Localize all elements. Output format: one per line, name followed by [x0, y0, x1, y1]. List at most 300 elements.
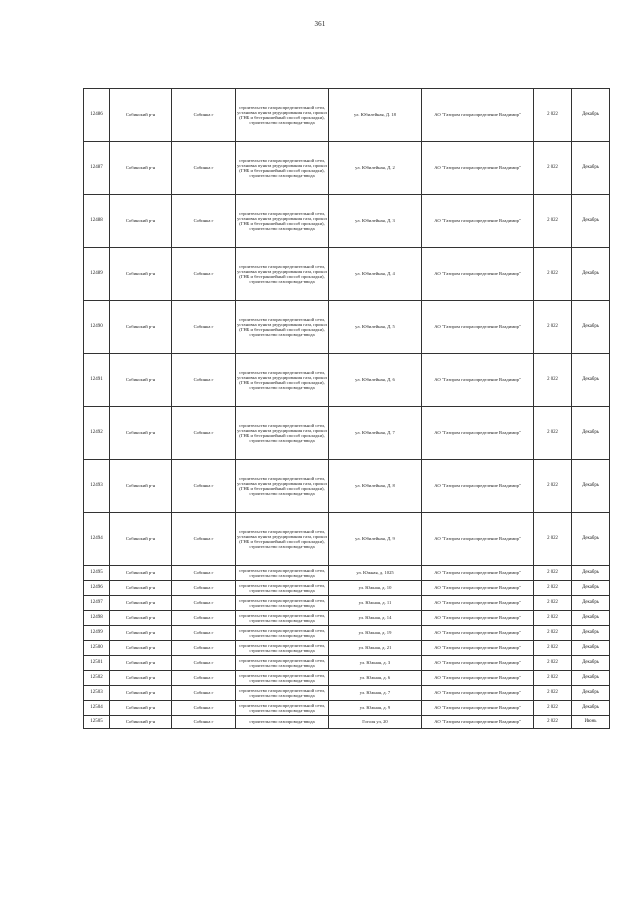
organization-cell [422, 142, 534, 195]
city-cell-text: Собинка г [193, 324, 214, 330]
year-cell-text: 2 022 [547, 430, 558, 436]
city-cell-text: Собинка г [193, 615, 214, 621]
work-description-cell [236, 716, 329, 729]
row-number-cell [84, 596, 110, 611]
row-number-cell [84, 716, 110, 729]
work-description-cell [236, 686, 329, 701]
work-description-cell-text: строительство газораспределительной сети, строительство газопровода-ввода [238, 582, 325, 593]
table-row [84, 407, 610, 460]
address-cell [329, 656, 422, 671]
work-description-cell [236, 195, 329, 248]
address-cell [329, 513, 422, 566]
table-row [84, 671, 610, 686]
year-cell [534, 460, 572, 513]
page-number: 361 [314, 20, 326, 28]
work-description-cell [236, 581, 329, 596]
address-cell-text: ул. Южная, д. 3 [359, 660, 391, 666]
work-description-cell-text: строительство газопровода-ввода [249, 719, 315, 725]
organization-cell-text: АО "Газпром газораспределение Владимир" [434, 483, 521, 489]
city-cell-text: Собинка г [193, 690, 214, 696]
work-description-cell-text: строительство газораспределительной сети, установка пункта редуцирования газа, прокол (ГНБ и бестраншейный способ прокладки), строительство газопровода-ввода [237, 369, 327, 391]
organization-cell [422, 581, 534, 596]
month-cell-text: Июнь [584, 719, 597, 725]
city-cell-text: Собинка г [193, 585, 214, 591]
month-cell [572, 142, 610, 195]
table-row [84, 686, 610, 701]
organization-cell-text: АО "Газпром газораспределение Владимир" [434, 570, 521, 576]
city-cell-text: Собинка г [193, 630, 214, 636]
row-number-cell [84, 581, 110, 596]
address-cell-text: ул. Юбилейная, Д. 7 [355, 430, 395, 436]
year-cell-text: 2 022 [547, 536, 558, 542]
month-cell-text: Декабрь [582, 690, 599, 696]
city-cell [172, 611, 236, 626]
organization-cell-text: АО "Газпром газораспределение Владимир" [434, 615, 521, 621]
organization-cell-text: АО "Газпром газораспределение Владимир" [434, 660, 521, 666]
city-cell [172, 641, 236, 656]
row-number-cell [84, 566, 110, 581]
address-cell [329, 716, 422, 729]
month-cell [572, 671, 610, 686]
city-cell-text: Собинка г [193, 719, 214, 725]
address-cell-text: ул. Южная, д. 10 [358, 585, 392, 591]
work-description-cell [236, 89, 329, 142]
year-cell [534, 611, 572, 626]
work-description-cell [236, 656, 329, 671]
address-cell [329, 142, 422, 195]
address-cell-text: ул. Южная, д. 21 [358, 645, 392, 651]
year-cell [534, 407, 572, 460]
address-cell-text: ул. Юбилейная, Д. 4 [355, 271, 395, 277]
district-cell-text: Собинский р-н [125, 645, 156, 651]
organization-cell [422, 671, 534, 686]
row-number-cell [84, 701, 110, 716]
month-cell-text: Декабрь [582, 675, 599, 681]
table-row [84, 142, 610, 195]
district-cell-text: Собинский р-н [125, 615, 156, 621]
address-cell-text: ул. Юбилейная, Д. 2 [355, 165, 395, 171]
year-cell [534, 656, 572, 671]
organization-cell-text: АО "Газпром газораспределение Владимир" [434, 645, 521, 651]
records-table [83, 88, 610, 729]
year-cell [534, 89, 572, 142]
year-cell [534, 195, 572, 248]
organization-cell [422, 407, 534, 460]
year-cell [534, 248, 572, 301]
table-row [84, 195, 610, 248]
year-cell [534, 142, 572, 195]
city-cell [172, 301, 236, 354]
address-cell [329, 407, 422, 460]
row-number-cell-text: 12504 [90, 705, 103, 711]
year-cell-text: 2 022 [547, 705, 558, 711]
city-cell [172, 142, 236, 195]
year-cell-text: 2 022 [547, 645, 558, 651]
work-description-cell [236, 701, 329, 716]
city-cell [172, 248, 236, 301]
month-cell [572, 460, 610, 513]
year-cell-text: 2 022 [547, 600, 558, 606]
district-cell-text: Собинский р-н [125, 630, 156, 636]
district-cell-text: Собинский р-н [125, 112, 156, 118]
month-cell-text: Декабрь [582, 165, 599, 171]
organization-cell-text: АО "Газпром газораспределение Владимир" [434, 112, 521, 118]
city-cell [172, 566, 236, 581]
district-cell [110, 513, 172, 566]
city-cell [172, 407, 236, 460]
work-description-cell-text: строительство газораспределительной сети, установка пункта редуцирования газа, прокол (ГНБ и бестраншейный способ прокладки), строительство газопровода-ввода [237, 263, 327, 285]
district-cell-text: Собинский р-н [125, 675, 156, 681]
year-cell-text: 2 022 [547, 630, 558, 636]
organization-cell [422, 596, 534, 611]
table-row [84, 626, 610, 641]
row-number-cell [84, 89, 110, 142]
month-cell [572, 626, 610, 641]
month-cell-text: Декабрь [582, 271, 599, 277]
work-description-cell-text: строительство газораспределительной сети, установка пункта редуцирования газа, прокол (ГНБ и бестраншейный способ прокладки), строительство газопровода-ввода [237, 422, 327, 444]
year-cell-text: 2 022 [547, 271, 558, 277]
row-number-cell [84, 641, 110, 656]
organization-cell [422, 248, 534, 301]
row-number-cell [84, 142, 110, 195]
district-cell [110, 581, 172, 596]
table-row [84, 581, 610, 596]
city-cell-text: Собинка г [193, 570, 214, 576]
year-cell-text: 2 022 [547, 585, 558, 591]
month-cell-text: Декабрь [582, 483, 599, 489]
month-cell-text: Декабрь [582, 630, 599, 636]
month-cell [572, 656, 610, 671]
month-cell [572, 716, 610, 729]
work-description-cell [236, 513, 329, 566]
table-body [84, 89, 610, 729]
address-cell-text: ул. Южная, д. 14 [358, 615, 392, 621]
city-cell [172, 701, 236, 716]
year-cell-text: 2 022 [547, 570, 558, 576]
district-cell-text: Собинский р-н [125, 585, 156, 591]
organization-cell-text: АО "Газпром газораспределение Владимир" [434, 271, 521, 277]
table-row [84, 611, 610, 626]
address-cell [329, 611, 422, 626]
organization-cell-text: АО "Газпром газораспределение Владимир" [434, 377, 521, 383]
month-cell [572, 581, 610, 596]
city-cell [172, 354, 236, 407]
work-description-cell [236, 301, 329, 354]
district-cell [110, 248, 172, 301]
organization-cell-text: АО "Газпром газораспределение Владимир" [434, 630, 521, 636]
city-cell [172, 671, 236, 686]
month-cell [572, 686, 610, 701]
address-cell [329, 596, 422, 611]
district-cell-text: Собинский р-н [125, 430, 156, 436]
organization-cell [422, 354, 534, 407]
district-cell [110, 460, 172, 513]
organization-cell [422, 566, 534, 581]
district-cell-text: Собинский р-н [125, 660, 156, 666]
work-description-cell-text: строительство газораспределительной сети, установка пункта редуцирования газа, прокол (ГНБ и бестраншейный способ прокладки), строительство газопровода-ввода [237, 157, 327, 179]
organization-cell-text: АО "Газпром газораспределение Владимир" [434, 430, 521, 436]
row-number-cell-text: 12496 [90, 585, 103, 591]
month-cell-text: Декабрь [582, 536, 599, 542]
table-row [84, 354, 610, 407]
year-cell-text: 2 022 [547, 483, 558, 489]
month-cell-text: Декабрь [582, 660, 599, 666]
organization-cell-text: АО "Газпром газораспределение Владимир" [434, 719, 521, 725]
month-cell [572, 566, 610, 581]
work-description-cell [236, 248, 329, 301]
address-cell-text: ул. Юбилейная, Д. 9 [355, 536, 395, 542]
work-description-cell [236, 354, 329, 407]
row-number-cell-text: 12502 [90, 675, 103, 681]
table-row [84, 460, 610, 513]
address-cell [329, 581, 422, 596]
address-cell-text: ул. Южная, д. 7 [359, 690, 391, 696]
year-cell [534, 354, 572, 407]
address-cell [329, 460, 422, 513]
row-number-cell-text: 12490 [90, 324, 103, 330]
year-cell [534, 716, 572, 729]
address-cell-text: ул. Юбилейная, Д. 18 [354, 112, 396, 118]
organization-cell-text: АО "Газпром газораспределение Владимир" [434, 690, 521, 696]
city-cell [172, 195, 236, 248]
work-description-cell-text: строительство газораспределительной сети, строительство газопровода-ввода [238, 657, 325, 668]
row-number-cell-text: 12493 [90, 483, 103, 489]
work-description-cell-text: строительство газораспределительной сети, строительство газопровода-ввода [238, 567, 325, 578]
work-description-cell-text: строительство газораспределительной сети, строительство газопровода-ввода [238, 672, 325, 683]
table-row [84, 656, 610, 671]
row-number-cell-text: 12498 [90, 615, 103, 621]
district-cell [110, 89, 172, 142]
address-cell-text: ул. Южная, д. 9 [359, 705, 391, 711]
month-cell-text: Декабрь [582, 218, 599, 224]
year-cell-text: 2 022 [547, 615, 558, 621]
city-cell [172, 656, 236, 671]
month-cell [572, 701, 610, 716]
work-description-cell [236, 596, 329, 611]
row-number-cell [84, 611, 110, 626]
address-cell-text: ул. Юбилейная, Д. 3 [355, 218, 395, 224]
month-cell-text: Декабрь [582, 377, 599, 383]
row-number-cell-text: 12491 [90, 377, 103, 383]
address-cell [329, 248, 422, 301]
address-cell-text: ул. Юбилейная, Д. 8 [355, 483, 395, 489]
row-number-cell-text: 12486 [90, 112, 103, 118]
work-description-cell-text: строительство газораспределительной сети, строительство газопровода-ввода [238, 612, 325, 623]
work-description-cell-text: строительство газораспределительной сети, установка пункта редуцирования газа, прокол (ГНБ и бестраншейный способ прокладки), строительство газопровода-ввода [237, 528, 327, 550]
city-cell-text: Собинка г [193, 483, 214, 489]
year-cell-text: 2 022 [547, 660, 558, 666]
address-cell [329, 626, 422, 641]
organization-cell-text: АО "Газпром газораспределение Владимир" [434, 585, 521, 591]
city-cell-text: Собинка г [193, 271, 214, 277]
organization-cell-text: АО "Газпром газораспределение Владимир" [434, 536, 521, 542]
district-cell [110, 641, 172, 656]
organization-cell [422, 460, 534, 513]
district-cell [110, 716, 172, 729]
row-number-cell-text: 12494 [90, 536, 103, 542]
city-cell-text: Собинка г [193, 660, 214, 666]
year-cell [534, 671, 572, 686]
organization-cell [422, 611, 534, 626]
row-number-cell [84, 354, 110, 407]
city-cell-text: Собинка г [193, 675, 214, 681]
address-cell [329, 701, 422, 716]
row-number-cell-text: 12505 [90, 719, 103, 725]
organization-cell [422, 716, 534, 729]
year-cell-text: 2 022 [547, 377, 558, 383]
district-cell-text: Собинский р-н [125, 218, 156, 224]
district-cell [110, 195, 172, 248]
district-cell [110, 142, 172, 195]
district-cell [110, 611, 172, 626]
work-description-cell-text: строительство газораспределительной сети, установка пункта редуцирования газа, прокол (ГНБ и бестраншейный способ прокладки), строительство газопровода-ввода [237, 104, 327, 126]
row-number-cell-text: 12492 [90, 430, 103, 436]
city-cell [172, 596, 236, 611]
year-cell-text: 2 022 [547, 719, 558, 725]
table-row [84, 701, 610, 716]
city-cell [172, 716, 236, 729]
work-description-cell-text: строительство газораспределительной сети, строительство газопровода-ввода [238, 627, 325, 638]
month-cell-text: Декабрь [582, 600, 599, 606]
organization-cell [422, 195, 534, 248]
month-cell-text: Декабрь [582, 585, 599, 591]
month-cell-text: Декабрь [582, 324, 599, 330]
address-cell [329, 671, 422, 686]
organization-cell [422, 89, 534, 142]
organization-cell-text: АО "Газпром газораспределение Владимир" [434, 600, 521, 606]
table-row [84, 301, 610, 354]
organization-cell-text: АО "Газпром газораспределение Владимир" [434, 675, 521, 681]
city-cell-text: Собинка г [193, 705, 214, 711]
row-number-cell [84, 248, 110, 301]
month-cell-text: Декабрь [582, 615, 599, 621]
address-cell [329, 686, 422, 701]
organization-cell [422, 513, 534, 566]
work-description-cell-text: строительство газораспределительной сети, установка пункта редуцирования газа, прокол (ГНБ и бестраншейный способ прокладки), строительство газопровода-ввода [237, 210, 327, 232]
work-description-cell-text: строительство газораспределительной сети, установка пункта редуцирования газа, прокол (ГНБ и бестраншейный способ прокладки), строительство газопровода-ввода [237, 475, 327, 497]
year-cell [534, 581, 572, 596]
city-cell [172, 626, 236, 641]
district-cell [110, 596, 172, 611]
work-description-cell-text: строительство газораспределительной сети, установка пункта редуцирования газа, прокол (ГНБ и бестраншейный способ прокладки), строительство газопровода-ввода [237, 316, 327, 338]
district-cell [110, 626, 172, 641]
month-cell [572, 195, 610, 248]
district-cell [110, 671, 172, 686]
month-cell [572, 248, 610, 301]
month-cell-text: Декабрь [582, 645, 599, 651]
row-number-cell [84, 460, 110, 513]
year-cell [534, 641, 572, 656]
district-cell [110, 354, 172, 407]
district-cell [110, 656, 172, 671]
district-cell-text: Собинский р-н [125, 570, 156, 576]
month-cell-text: Декабрь [582, 570, 599, 576]
district-cell [110, 686, 172, 701]
table-row [84, 566, 610, 581]
city-cell-text: Собинка г [193, 600, 214, 606]
row-number-cell [84, 301, 110, 354]
row-number-cell-text: 12489 [90, 271, 103, 277]
organization-cell-text: АО "Газпром газораспределение Владимир" [434, 705, 521, 711]
work-description-cell [236, 641, 329, 656]
work-description-cell [236, 407, 329, 460]
row-number-cell-text: 12499 [90, 630, 103, 636]
address-cell [329, 641, 422, 656]
organization-cell [422, 641, 534, 656]
city-cell [172, 581, 236, 596]
city-cell-text: Собинка г [193, 165, 214, 171]
month-cell-text: Декабрь [582, 430, 599, 436]
work-description-cell [236, 566, 329, 581]
work-description-cell [236, 142, 329, 195]
year-cell [534, 301, 572, 354]
row-number-cell-text: 12501 [90, 660, 103, 666]
district-cell-text: Собинский р-н [125, 705, 156, 711]
month-cell [572, 89, 610, 142]
year-cell-text: 2 022 [547, 690, 558, 696]
table-row [84, 248, 610, 301]
year-cell-text: 2 022 [547, 218, 558, 224]
row-number-cell [84, 671, 110, 686]
work-description-cell-text: строительство газораспределительной сети, строительство газопровода-ввода [238, 642, 325, 653]
address-cell [329, 566, 422, 581]
row-number-cell [84, 195, 110, 248]
city-cell-text: Собинка г [193, 218, 214, 224]
organization-cell-text: АО "Газпром газораспределение Владимир" [434, 324, 521, 330]
row-number-cell-text: 12487 [90, 165, 103, 171]
organization-cell [422, 301, 534, 354]
city-cell-text: Собинка г [193, 430, 214, 436]
address-cell-text: ул. Южная, д. 6 [359, 675, 391, 681]
month-cell [572, 354, 610, 407]
table-row [84, 641, 610, 656]
year-cell [534, 626, 572, 641]
city-cell-text: Собинка г [193, 112, 214, 118]
month-cell [572, 513, 610, 566]
district-cell-text: Собинский р-н [125, 165, 156, 171]
work-description-cell [236, 626, 329, 641]
month-cell [572, 301, 610, 354]
table-row [84, 89, 610, 142]
address-cell-text: ул. Юбилейная, Д. 5 [355, 324, 395, 330]
row-number-cell-text: 12497 [90, 600, 103, 606]
organization-cell [422, 701, 534, 716]
work-description-cell [236, 671, 329, 686]
row-number-cell [84, 656, 110, 671]
district-cell [110, 566, 172, 581]
district-cell [110, 407, 172, 460]
address-cell-text: ул. Южная, д. 11 [358, 600, 392, 606]
district-cell-text: Собинский р-н [125, 483, 156, 489]
work-description-cell-text: строительство газораспределительной сети, строительство газопровода-ввода [238, 597, 325, 608]
organization-cell [422, 656, 534, 671]
work-description-cell-text: строительство газораспределительной сети, строительство газопровода-ввода [238, 687, 325, 698]
work-description-cell [236, 460, 329, 513]
month-cell [572, 596, 610, 611]
organization-cell [422, 686, 534, 701]
month-cell [572, 407, 610, 460]
table-row [84, 513, 610, 566]
district-cell-text: Собинский р-н [125, 690, 156, 696]
row-number-cell [84, 407, 110, 460]
row-number-cell [84, 513, 110, 566]
work-description-cell [236, 611, 329, 626]
organization-cell-text: АО "Газпром газораспределение Владимир" [434, 218, 521, 224]
district-cell-text: Собинский р-н [125, 719, 156, 725]
year-cell [534, 513, 572, 566]
address-cell [329, 301, 422, 354]
district-cell-text: Собинский р-н [125, 600, 156, 606]
